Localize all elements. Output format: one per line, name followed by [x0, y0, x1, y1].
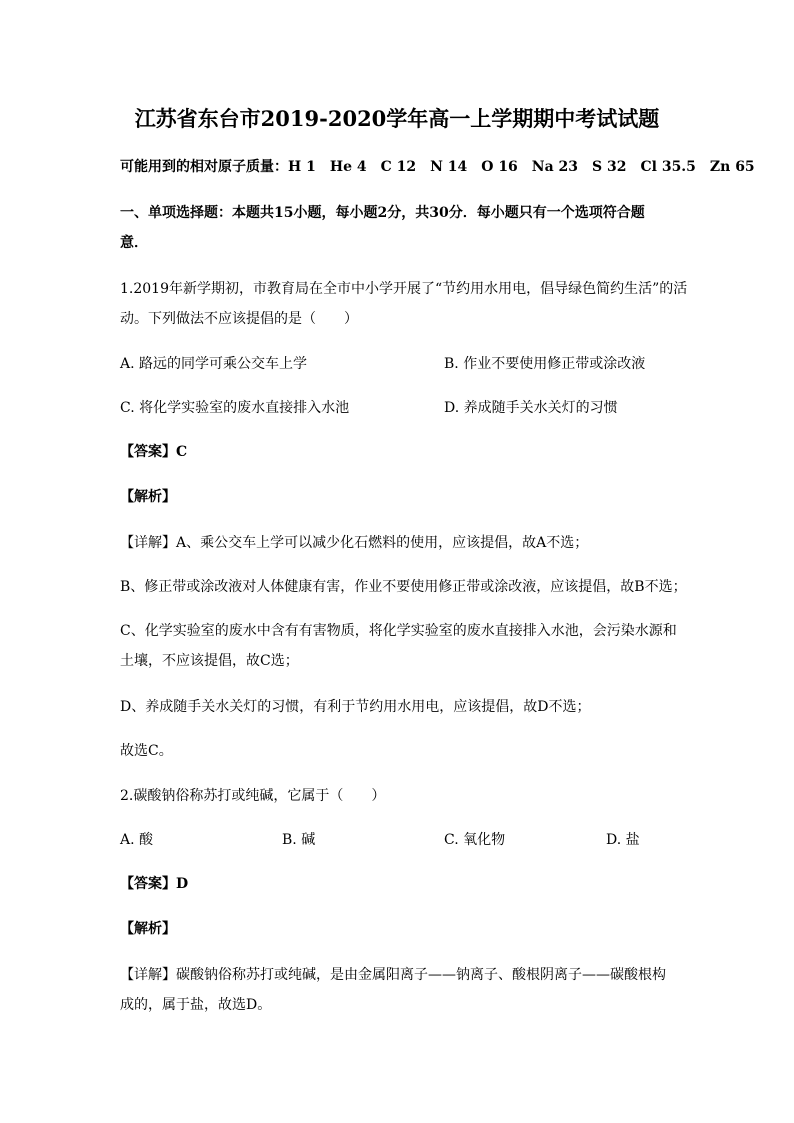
q1-detail-c2: 土壤，不应该提倡，故C选； [120, 653, 299, 669]
q1-option-a: A. 路远的同学可乘公交车上学 [120, 356, 308, 372]
q2-detail-line2: 成的，属于盐，故选D。 [120, 997, 272, 1013]
q1-analysis-label: 【解析】 [120, 489, 176, 505]
q2-option-c: C. 氧化物 [444, 832, 506, 848]
section-heading-line2: 意． [120, 235, 148, 251]
q2-option-b: B. 碱 [282, 832, 316, 848]
q2-option-a: A. 酸 [120, 832, 154, 848]
q1-option-d: D. 养成随手关水关灯的习惯 [444, 400, 618, 416]
q1-detail-d: D、养成随手关水关灯的习惯，有利于节约用水用电，应该提倡，故D不选； [120, 699, 591, 715]
q1-detail-a: 【详解】A、乘公交车上学可以减少化石燃料的使用，应该提倡，故A不选； [120, 535, 589, 551]
atomic-mass-line: 可能用到的相对原子质量：H 1 He 4 C 12 N 14 O 16 Na 23 S 32 Cl 35.5 Zn 65 [120, 159, 755, 175]
q1-detail-c1: C、化学实验室的废水中含有有害物质，将化学实验室的废水直接排入水池，会污染水源和 [120, 623, 677, 639]
q1-option-c: C. 将化学实验室的废水直接排入水池 [120, 400, 350, 416]
q2-detail-line1: 【详解】碳酸钠俗称苏打或纯碱，是由金属阳离子——钠离子、酸根阴离子——碳酸根构 [120, 967, 666, 983]
q1-option-b: B. 作业不要使用修正带或涂改液 [444, 356, 646, 372]
q2-stem: 2.碳酸钠俗称苏打或纯碱，它属于（ ） [120, 788, 386, 804]
q2-answer: 【答案】D [120, 876, 189, 892]
q2-option-d: D. 盐 [606, 832, 640, 848]
q1-detail-b: B、修正带或涂改液对人体健康有害，作业不要使用修正带或涂改液，应该提倡，故B不选； [120, 579, 687, 595]
section-heading-line1: 一、单项选择题：本题共15小题，每小题2分，共30分．每小题只有一个选项符合题 [120, 205, 645, 221]
q1-stem-line1: 1.2019年新学期初，市教育局在全市中小学开展了“节约用水用电，倡导绿色简约生活”的活 [120, 281, 688, 297]
q1-answer: 【答案】C [120, 444, 188, 460]
q1-conclusion: 故选C。 [120, 743, 173, 759]
q2-analysis-label: 【解析】 [120, 921, 176, 937]
page-title: 江苏省东台市2019-2020学年高一上学期期中考试试题 [134, 106, 660, 131]
q1-stem-line2: 动。下列做法不应该提倡的是（ ） [120, 311, 358, 327]
